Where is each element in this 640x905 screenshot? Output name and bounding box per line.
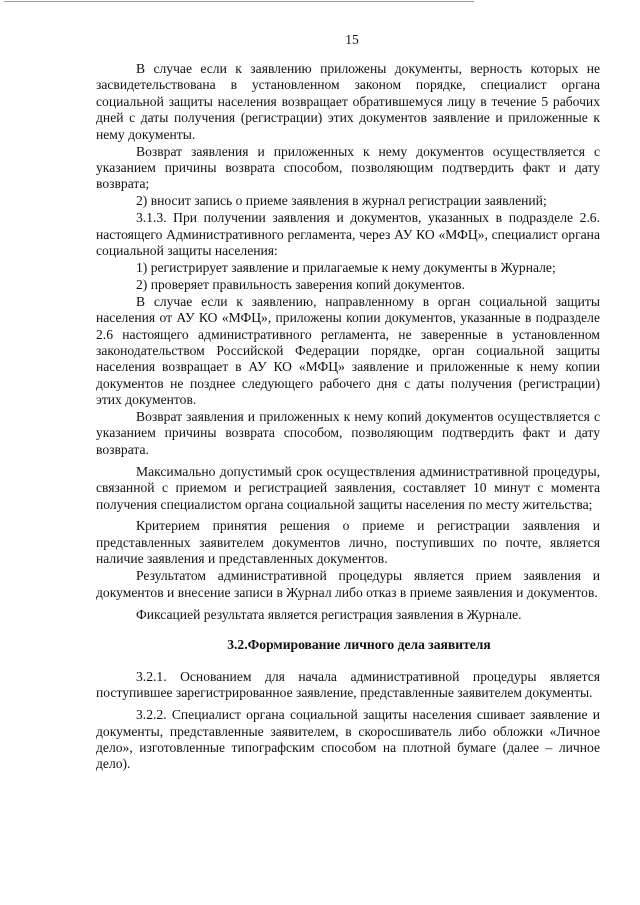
paragraph: Критерием принятия решения о приеме и регистрации заявления и представленных заявителем документов лично, поступивших по почте, является наличие заявления и представленных документов. <box>96 518 600 567</box>
section-heading: 3.2.Формирование личного дела заявителя <box>227 636 491 652</box>
list-item: 2) вносит запись о приеме заявления в журнал регистрации заявлений; <box>136 193 547 209</box>
document-page <box>96 32 600 773</box>
top-rule <box>4 1 474 2</box>
paragraph: 3.2.1. Основанием для начала административной процедуры является поступившее зарегистрированное заявление, представленные заявителем документы. <box>96 668 600 701</box>
paragraph: 3.2.2. Специалист органа социальной защиты населения сшивает заявление и документы, представленные заявителем, в скоросшиватель либо обложки «Личное дело», изготовленные типографским способом на плотной бумаге (далее – личное дело). <box>96 707 600 772</box>
paragraph: Результатом административной процедуры является прием заявления и документов и внесение записи в Журнал либо отказ в приеме заявления и документов. <box>96 568 600 600</box>
paragraph: 3.1.3. При получении заявления и документов, указанных в подразделе 2.6. настоящего Административного регламента, через АУ КО «МФЦ», специалист органа социальной защиты населения: <box>96 210 600 258</box>
list-item: 2) проверяет правильность заверения копий документов. <box>136 276 465 292</box>
page-number: 15 <box>345 32 359 47</box>
paragraph: В случае если к заявлению, направленному в орган социальной защиты населения от АУ КО «МФЦ», приложены копии документов, указанные в подразделе 2.6 настоящего административного регламента, не заверенные в установленном законодательством Российской Федерации порядке, орган социальной защиты населения возвращает в АУ КО «МФЦ» заявление и приложенные к нему копии документов не позднее следующего рабочего дня с даты получения (регистрации) этих документов. <box>96 293 600 408</box>
paragraph: Возврат заявления и приложенных к нему копий документов осуществляется с указанием причины возврата способом, позволяющим подтвердить факт и дату возврата. <box>96 409 600 457</box>
paragraph: Возврат заявления и приложенных к нему документов осуществляется с указанием причины возврата способом, позволяющим подтвердить факт и дату возврата; <box>96 143 600 192</box>
paragraph: В случае если к заявлению приложены документы, верность которых не засвидетельствована в установленном законом порядке, специалист органа социальной защиты населения возвращает обратившемуся лицу в течение 5 рабочих дней с даты получения (регистрации) этих документов заявление и приложенные к нему документы. <box>96 61 600 142</box>
paragraph: Фиксацией результата является регистрация заявления в Журнале. <box>136 606 522 622</box>
list-item: 1) регистрирует заявление и прилагаемые к нему документы в Журнале; <box>136 259 556 275</box>
paragraph: Максимально допустимый срок осуществления административной процедуры, связанной с приемом и регистрацией заявления, составляет 10 минут с момента получения специалистом органа социальной защиты населения по месту жительства; <box>96 463 600 512</box>
